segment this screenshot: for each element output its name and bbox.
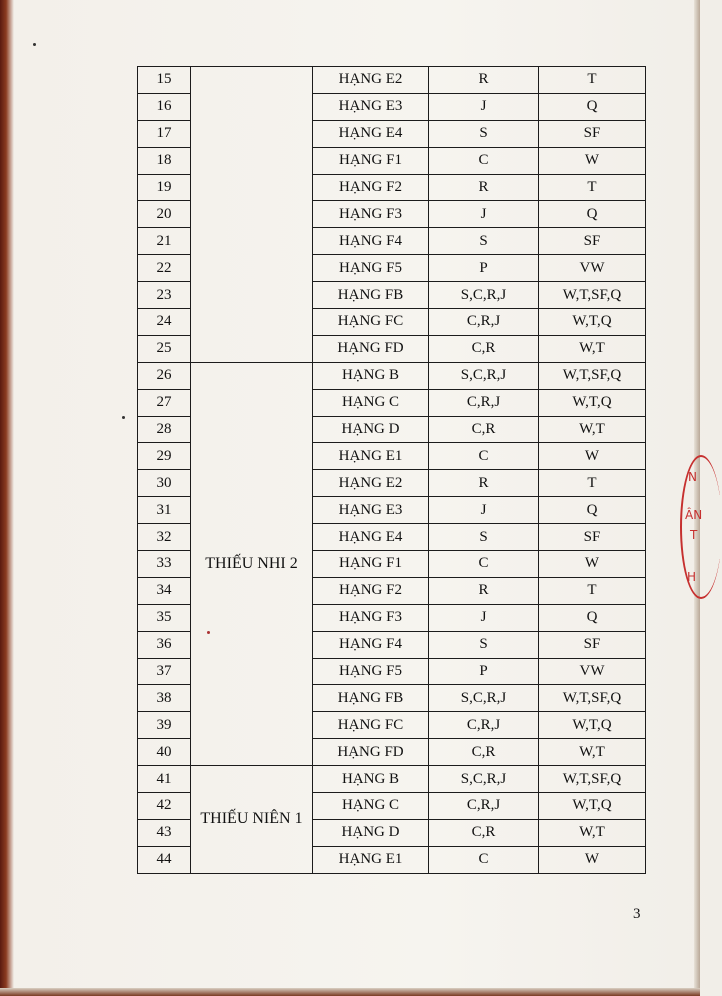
value-cell: SF — [539, 524, 646, 551]
value-cell: C,R — [429, 335, 539, 362]
class-cell: HẠNG F3 — [313, 201, 429, 228]
value-cell: W,T,Q — [539, 389, 646, 416]
class-cell: HẠNG E3 — [313, 93, 429, 120]
row-number-cell: 39 — [138, 712, 191, 739]
value-cell: SF — [539, 120, 646, 147]
row-number-cell: 40 — [138, 739, 191, 766]
class-cell: HẠNG F5 — [313, 255, 429, 282]
row-number-cell: 27 — [138, 389, 191, 416]
table-row — [138, 67, 646, 94]
table-body — [138, 67, 646, 874]
class-cell: HẠNG E3 — [313, 497, 429, 524]
class-cell: HẠNG E2 — [313, 67, 429, 94]
row-number-cell: 38 — [138, 685, 191, 712]
value-cell: T — [539, 174, 646, 201]
row-number-cell: 20 — [138, 201, 191, 228]
value-cell: C,R — [429, 739, 539, 766]
value-cell: W — [539, 846, 646, 873]
class-cell: HẠNG F4 — [313, 228, 429, 255]
value-cell: W,T — [539, 335, 646, 362]
value-cell: S — [429, 631, 539, 658]
value-cell: C,R,J — [429, 309, 539, 336]
row-number-cell: 30 — [138, 470, 191, 497]
value-cell: S,C,R,J — [429, 362, 539, 389]
value-cell: Q — [539, 497, 646, 524]
value-cell: J — [429, 201, 539, 228]
row-number-cell: 23 — [138, 282, 191, 309]
row-number-cell: 15 — [138, 67, 191, 94]
value-cell: T — [539, 470, 646, 497]
row-number-cell: 35 — [138, 604, 191, 631]
value-cell: W,T,SF,Q — [539, 766, 646, 793]
value-cell: W,T,Q — [539, 793, 646, 820]
row-number-cell: 34 — [138, 577, 191, 604]
value-cell: P — [429, 658, 539, 685]
class-cell: HẠNG E4 — [313, 524, 429, 551]
row-number-cell: 22 — [138, 255, 191, 282]
class-cell: HẠNG FB — [313, 685, 429, 712]
class-cell: HẠNG F2 — [313, 577, 429, 604]
speck — [33, 43, 36, 46]
row-number-cell: 29 — [138, 443, 191, 470]
group-cell: THIẾU NHI 2 — [191, 362, 313, 765]
row-number-cell: 26 — [138, 362, 191, 389]
class-cell: HẠNG F3 — [313, 604, 429, 631]
value-cell: W,T — [539, 416, 646, 443]
class-cell: HẠNG F1 — [313, 147, 429, 174]
stamp-text: N — [688, 470, 697, 484]
row-number-cell: 17 — [138, 120, 191, 147]
class-cell: HẠNG F4 — [313, 631, 429, 658]
value-cell: Q — [539, 93, 646, 120]
value-cell: Q — [539, 201, 646, 228]
table-row — [138, 362, 646, 389]
stamp-text: ÂN — [685, 508, 703, 522]
class-cell: HẠNG F2 — [313, 174, 429, 201]
value-cell: J — [429, 497, 539, 524]
row-number-cell: 44 — [138, 846, 191, 873]
stamp-text: T — [690, 528, 698, 542]
value-cell: Q — [539, 604, 646, 631]
value-cell: R — [429, 577, 539, 604]
value-cell: W,T,SF,Q — [539, 282, 646, 309]
value-cell: R — [429, 174, 539, 201]
row-number-cell: 37 — [138, 658, 191, 685]
value-cell: C,R — [429, 416, 539, 443]
class-cell: HẠNG F5 — [313, 658, 429, 685]
table-row — [138, 766, 646, 793]
class-cell: HẠNG FC — [313, 712, 429, 739]
page-edge-bottom — [0, 988, 700, 996]
value-cell: W — [539, 551, 646, 578]
value-cell: W,T,Q — [539, 309, 646, 336]
class-cell: HẠNG B — [313, 362, 429, 389]
value-cell: SF — [539, 228, 646, 255]
group-cell — [191, 67, 313, 363]
value-cell: W — [539, 443, 646, 470]
value-cell: T — [539, 577, 646, 604]
value-cell: S,C,R,J — [429, 766, 539, 793]
value-cell: T — [539, 67, 646, 94]
value-cell: J — [429, 93, 539, 120]
row-number-cell: 31 — [138, 497, 191, 524]
row-number-cell: 42 — [138, 793, 191, 820]
class-cell: HẠNG FD — [313, 739, 429, 766]
value-cell: R — [429, 67, 539, 94]
row-number-cell: 19 — [138, 174, 191, 201]
class-cell: HẠNG C — [313, 793, 429, 820]
value-cell: C,R — [429, 819, 539, 846]
speck — [122, 416, 125, 419]
class-cell: HẠNG E1 — [313, 846, 429, 873]
row-number-cell: 41 — [138, 766, 191, 793]
value-cell: S,C,R,J — [429, 282, 539, 309]
row-number-cell: 36 — [138, 631, 191, 658]
value-cell: W,T — [539, 739, 646, 766]
class-cell: HẠNG C — [313, 389, 429, 416]
value-cell: SF — [539, 631, 646, 658]
class-cell: HẠNG FB — [313, 282, 429, 309]
value-cell: W,T — [539, 819, 646, 846]
value-cell: S — [429, 120, 539, 147]
row-number-cell: 24 — [138, 309, 191, 336]
class-cell: HẠNG E4 — [313, 120, 429, 147]
class-cell: HẠNG E1 — [313, 443, 429, 470]
value-cell: C,R,J — [429, 793, 539, 820]
value-cell: C,R,J — [429, 389, 539, 416]
value-cell: J — [429, 604, 539, 631]
value-cell: W,T,SF,Q — [539, 685, 646, 712]
class-cell: HẠNG E2 — [313, 470, 429, 497]
value-cell: C,R,J — [429, 712, 539, 739]
row-number-cell: 16 — [138, 93, 191, 120]
row-number-cell: 18 — [138, 147, 191, 174]
row-number-cell: 32 — [138, 524, 191, 551]
row-number-cell: 21 — [138, 228, 191, 255]
class-cell: HẠNG FC — [313, 309, 429, 336]
class-cell: HẠNG D — [313, 416, 429, 443]
class-cell: HẠNG B — [313, 766, 429, 793]
row-number-cell: 25 — [138, 335, 191, 362]
classification-table — [137, 66, 646, 874]
row-number-cell: 43 — [138, 819, 191, 846]
value-cell: S — [429, 228, 539, 255]
value-cell: C — [429, 846, 539, 873]
value-cell: C — [429, 443, 539, 470]
value-cell: C — [429, 551, 539, 578]
row-number-cell: 33 — [138, 551, 191, 578]
class-cell: HẠNG D — [313, 819, 429, 846]
value-cell: C — [429, 147, 539, 174]
page-number: 3 — [633, 906, 641, 922]
value-cell: W — [539, 147, 646, 174]
speck — [207, 631, 210, 634]
value-cell: W,T,Q — [539, 712, 646, 739]
value-cell: W,T,SF,Q — [539, 362, 646, 389]
value-cell: P — [429, 255, 539, 282]
value-cell: R — [429, 470, 539, 497]
class-cell: HẠNG FD — [313, 335, 429, 362]
value-cell: S,C,R,J — [429, 685, 539, 712]
value-cell: VW — [539, 658, 646, 685]
row-number-cell: 28 — [138, 416, 191, 443]
class-cell: HẠNG F1 — [313, 551, 429, 578]
value-cell: S — [429, 524, 539, 551]
group-cell: THIẾU NIÊN 1 — [191, 766, 313, 874]
stamp-text: H — [687, 570, 697, 584]
value-cell: VW — [539, 255, 646, 282]
